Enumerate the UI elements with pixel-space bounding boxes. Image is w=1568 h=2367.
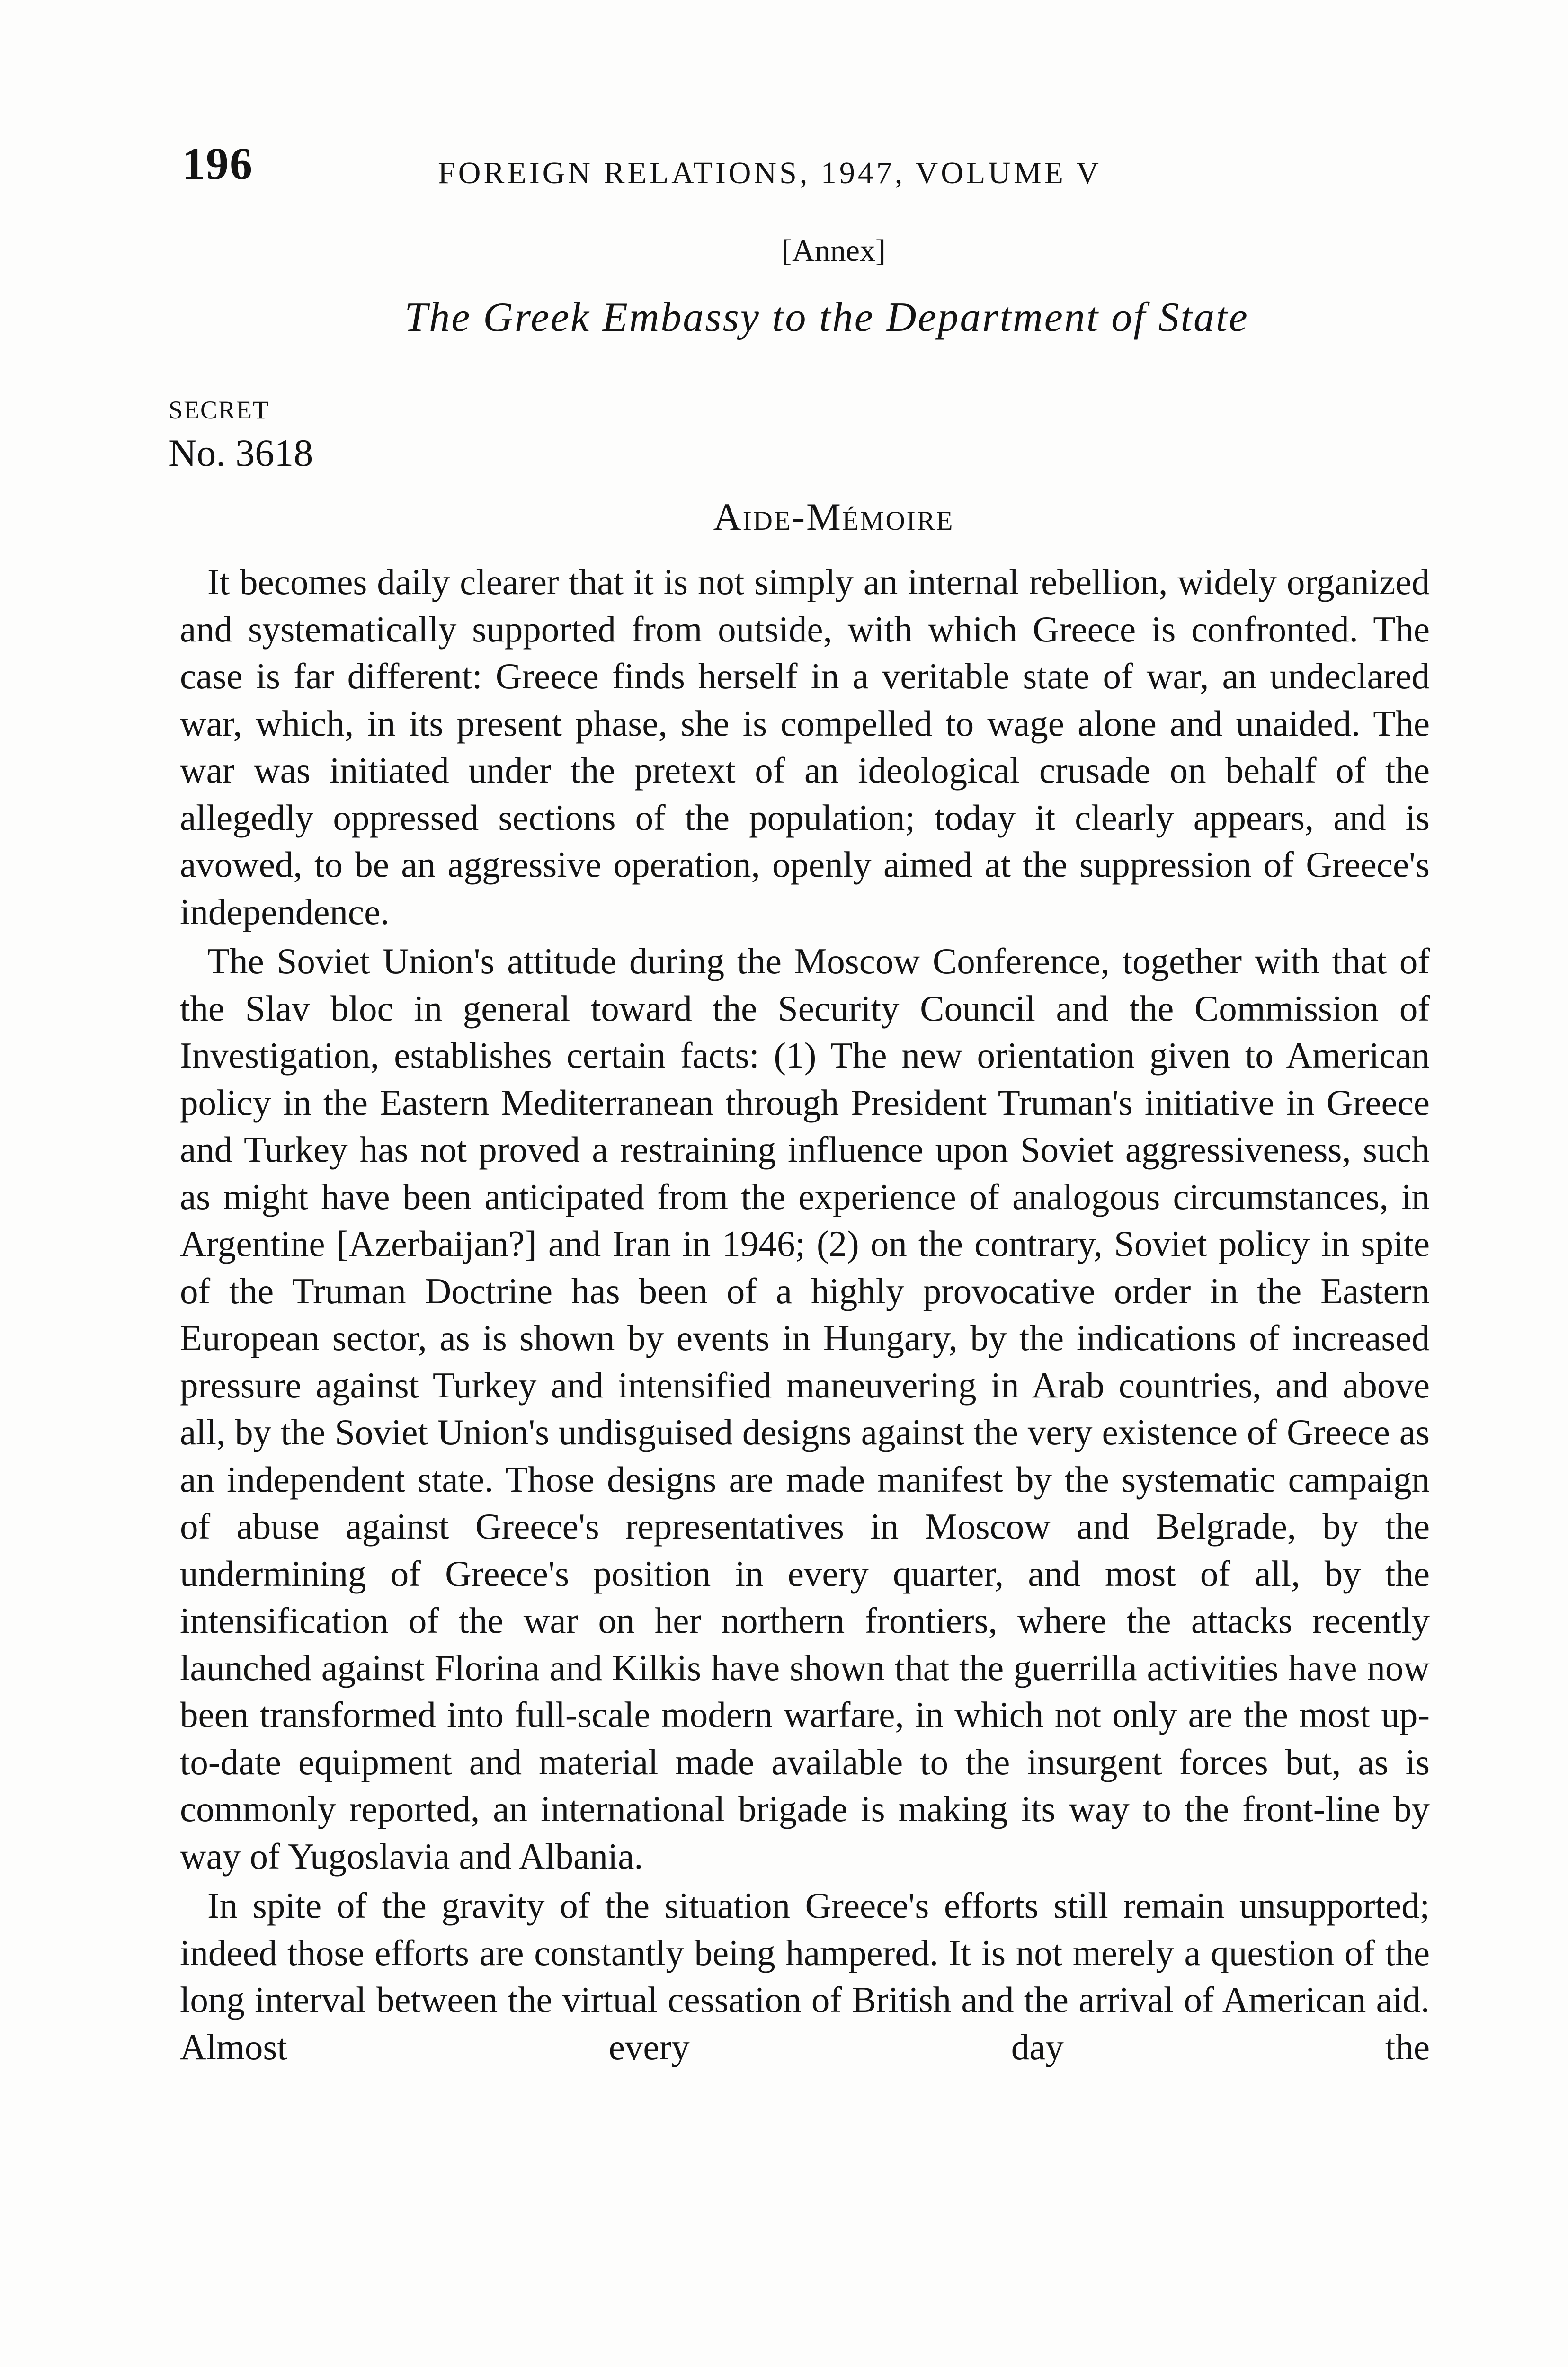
classification-marking: SECRET: [169, 396, 270, 424]
document-title: The Greek Embassy to the Department of State: [404, 294, 1249, 340]
paragraph-2: The Soviet Union's attitude during the Moscow Conference, together with that of the Slav bloc in general toward the Security Council and the Commission of Investigation, establishes certain facts: (1) The new orientation given to American policy in the Eastern Mediterranean through President Truman's initiative in Greece and Turkey has not proved a restraining influence upon Soviet aggressiveness, such as might have been anticipated from the experience of analogous circumstances, in Argentine [Azerbaijan?] and Iran in 1946; (2) on the contrary, Soviet policy in spite of the Truman Doctrine has been of a highly provocative order in the Eastern European sector, as is shown by events in Hungary, by the indications of increased pressure against Turkey and intensified maneuvering in Arab countries, and above all, by the Soviet Union's undisguised designs against the very existence of Greece as an independent state. Those designs are made manifest by the systematic campaign of abuse against Greece's representatives in Moscow and Belgrade, by the undermining of Greece's position in every quarter, and most of all, by the intensification of the war on her northern frontiers, where the attacks recently launched against Florina and Kilkis have shown that the guerrilla activities have now been transformed into full-scale modern warfare, in which not only are the most up-to-date equipment and material made available to the insurgent forces but, as is commonly reported, an international brigade is making its way to the front-line by way of Yugoslavia and Albania.: [180, 941, 1430, 1877]
body-text: [180, 559, 1430, 2073]
document-number: No. 3618: [169, 431, 313, 474]
annex-label: [Annex]: [782, 233, 886, 268]
paragraph-3: In spite of the gravity of the situation Greece's efforts still remain unsupported; indeed those efforts are constantly being hampered. It is not merely a question of the long interval between the virtual cessation of British and the arrival of American aid. Almost every day the: [180, 1885, 1430, 2067]
running-title: FOREIGN RELATIONS, 1947, VOLUME V: [438, 156, 1102, 190]
section-heading: Aide-Mémoire: [713, 495, 954, 538]
page-number: 196: [182, 138, 253, 189]
paragraph-1: It becomes daily clearer that it is not simply an internal rebellion, widely organized and systematically supported from outside, with which Greece is confronted. The case is far different: Greece finds herself in a veritable state of war, an undeclared war, which, in its present phase, she is compelled to wage alone and unaided. The war was initiated under the pretext of an ideological crusade on behalf of the allegedly oppressed sections of the population; today it clearly appears, and is avowed, to be an aggressive operation, openly aimed at the suppression of Greece's independence.: [180, 561, 1430, 932]
running-head: [182, 137, 1432, 208]
